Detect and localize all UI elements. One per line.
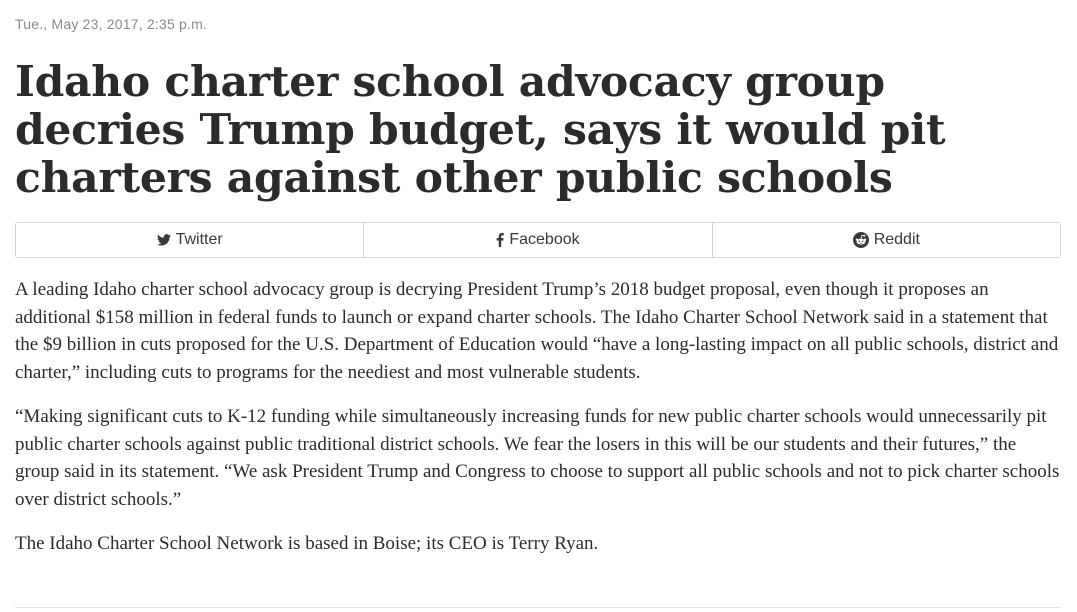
twitter-bird-icon (157, 234, 171, 246)
article-dateline: Tue., May 23, 2017, 2:35 p.m. (15, 16, 208, 32)
article-paragraph: The Idaho Charter School Network is based in Boise; its CEO is Terry Ryan. (15, 533, 599, 554)
article-paragraph: A leading Idaho charter school advocacy group is decrying President Trump’s 2018 budget proposal, even though it proposes an additional $158 million in federal funds to launch or expand charter schools. The Idaho Charter School Network said in a statement that the $9 billion in cuts proposed for the U.S. Department of Education would “have a long-lasting impact on all public schools, district and charter,” including cuts to programs for the neediest and most vulnerable students. (15, 279, 1059, 383)
article-headline: Idaho charter school advocacy group decries Trump budget, says it would pit charters against other public schools (15, 57, 946, 203)
article-paragraph: “Making significant cuts to K-12 funding while simultaneously increasing funds for new public charter schools would unnecessarily pit public charter schools against public traditional district schools. We fear the losers in this will be our students and their futures,” the group said in its statement. “We ask President Trump and Congress to choose to support all public schools and not to pick charter schools over district schools.” (15, 406, 1060, 510)
share-facebook-button[interactable] (364, 223, 712, 257)
share-twitter-button[interactable] (16, 223, 364, 257)
divider (15, 607, 1061, 608)
facebook-f-icon (496, 233, 504, 247)
share-bar (15, 222, 1061, 258)
article-body (15, 276, 1065, 575)
share-reddit-label: Reddit (873, 231, 920, 248)
share-twitter-label: Twitter (175, 231, 223, 248)
share-reddit-button[interactable] (713, 223, 1060, 257)
reddit-alien-icon (853, 232, 869, 248)
share-facebook-label: Facebook (509, 231, 580, 248)
